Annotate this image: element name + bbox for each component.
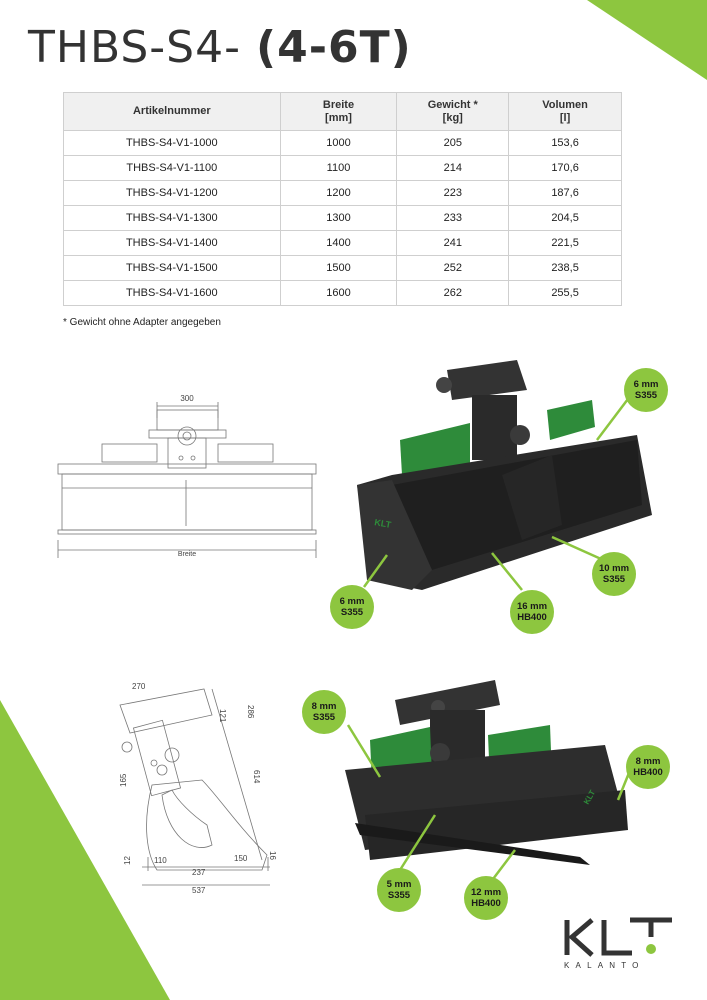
- technical-drawing-side: [112, 675, 282, 895]
- corner-accent-top-right: [587, 0, 707, 80]
- dim-150: 150: [234, 854, 248, 863]
- cell-breite: 1200: [280, 181, 397, 206]
- header-breite: Breite [mm]: [280, 93, 397, 131]
- callout-material-6: 8 mm HB400: [626, 745, 670, 789]
- cell-artikelnummer: THBS-S4-V1-1400: [64, 231, 281, 256]
- cell-artikelnummer: THBS-S4-V1-1500: [64, 256, 281, 281]
- cell-gewicht: 262: [397, 281, 509, 306]
- dim-537: 537: [192, 886, 206, 895]
- table-row: [64, 231, 622, 256]
- table-row: [64, 256, 622, 281]
- cell-volumen: 187,6: [509, 181, 622, 206]
- cell-breite: 1000: [280, 131, 397, 156]
- cell-artikelnummer: THBS-S4-V1-1100: [64, 156, 281, 181]
- cell-breite: 1300: [280, 206, 397, 231]
- cell-artikelnummer: THBS-S4-V1-1600: [64, 281, 281, 306]
- table-row: [64, 131, 622, 156]
- cell-artikelnummer: THBS-S4-V1-1200: [64, 181, 281, 206]
- dim-16: 16: [268, 851, 277, 860]
- cell-gewicht: 252: [397, 256, 509, 281]
- cell-gewicht: 233: [397, 206, 509, 231]
- cell-breite: 1600: [280, 281, 397, 306]
- table-row: [64, 156, 622, 181]
- callout-material-8: 12 mm HB400: [464, 876, 508, 920]
- dim-614: 614: [252, 770, 261, 784]
- callout-material-2: 10 mm S355: [592, 552, 636, 596]
- dim-121: 121: [218, 709, 227, 723]
- cell-breite: 1400: [280, 231, 397, 256]
- footnote: * Gewicht ohne Adapter angegeben: [63, 317, 221, 328]
- cell-gewicht: 241: [397, 231, 509, 256]
- cell-volumen: 221,5: [509, 231, 622, 256]
- callout-material-5: 8 mm S355: [302, 690, 346, 734]
- cell-breite: 1100: [280, 156, 397, 181]
- spec-table: [63, 92, 622, 306]
- cell-volumen: 153,6: [509, 131, 622, 156]
- dim-110: 110: [154, 856, 167, 865]
- cell-breite: 1500: [280, 256, 397, 281]
- cell-volumen: 170,6: [509, 156, 622, 181]
- dim-286: 286: [246, 705, 255, 719]
- dim-165: 165: [119, 773, 128, 787]
- callout-material-1: 6 mm S355: [624, 368, 668, 412]
- callout-material-3: 16 mm HB400: [510, 590, 554, 634]
- cell-gewicht: 214: [397, 156, 509, 181]
- cell-gewicht: 205: [397, 131, 509, 156]
- table-header-row: [64, 93, 622, 131]
- tilt-bucket-render-back: [340, 665, 640, 885]
- dim-12: 12: [123, 856, 132, 865]
- table-row: [64, 181, 622, 206]
- page-title: THBS-S4- (4-6T): [28, 22, 412, 73]
- header-volumen: Volumen [l]: [509, 93, 622, 131]
- dim-top-label: 300: [180, 394, 194, 403]
- callout-material-7: 5 mm S355: [377, 868, 421, 912]
- cell-gewicht: 223: [397, 181, 509, 206]
- table-row: [64, 206, 622, 231]
- cell-artikelnummer: THBS-S4-V1-1300: [64, 206, 281, 231]
- technical-drawing-front: [50, 388, 325, 563]
- dim-270: 270: [132, 682, 146, 691]
- cell-volumen: 255,5: [509, 281, 622, 306]
- table-row: [64, 281, 622, 306]
- cell-artikelnummer: THBS-S4-V1-1000: [64, 131, 281, 156]
- logo-subtext: KALANTO: [564, 961, 645, 970]
- svg-text:KLT: KLT: [581, 788, 598, 806]
- header-gewicht: Gewicht * [kg]: [397, 93, 509, 131]
- cell-volumen: 238,5: [509, 256, 622, 281]
- dim-width-label: Breite: [177, 551, 197, 558]
- cell-volumen: 204,5: [509, 206, 622, 231]
- header-artikelnummer: Artikelnummer: [64, 93, 281, 131]
- callout-material-4: 6 mm S355: [330, 585, 374, 629]
- dim-237: 237: [192, 868, 206, 877]
- svg-text:KLT: KLT: [373, 517, 392, 530]
